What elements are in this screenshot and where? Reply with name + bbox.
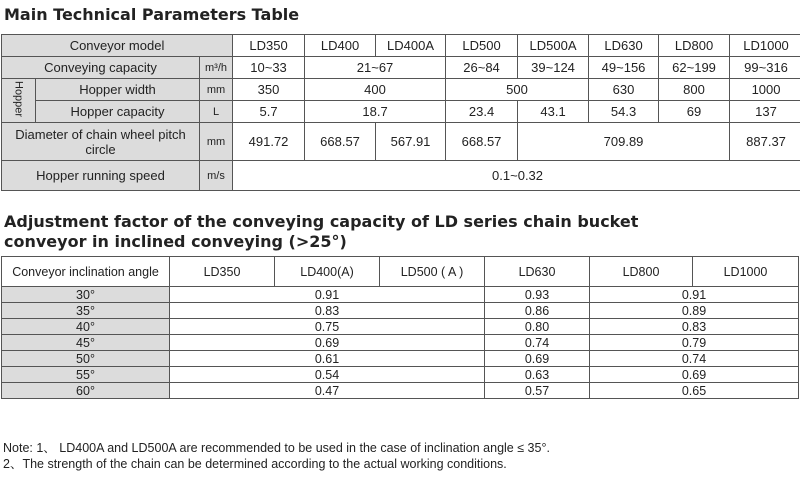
table-row [2, 351, 799, 367]
cell: LD630 [589, 35, 659, 57]
unit-cell: m/s [200, 161, 233, 191]
cell: 0.89 [590, 303, 799, 319]
angle-cell: 50° [2, 351, 170, 367]
cell: 1000 [730, 79, 800, 101]
unit-cell: L [200, 101, 233, 123]
cell: 26~84 [446, 57, 518, 79]
table-row [2, 287, 799, 303]
cell: 0.69 [590, 367, 799, 383]
cell: 0.80 [485, 319, 590, 335]
table-row [2, 335, 799, 351]
cell: 54.3 [589, 101, 659, 123]
cell: 0.47 [170, 383, 485, 399]
table-row [2, 57, 800, 79]
hopper-capacity-label: Hopper capacity [36, 101, 200, 123]
width-label: Hopper width [36, 79, 200, 101]
cell: 0.83 [590, 319, 799, 335]
table-row [2, 79, 800, 101]
table-row [2, 161, 800, 191]
cell: 887.37 [730, 123, 800, 161]
cell: 10~33 [233, 57, 305, 79]
cell: 567.91 [376, 123, 446, 161]
cell: LD350 [233, 35, 305, 57]
cell: LD800 [659, 35, 730, 57]
cell: 0.69 [170, 335, 485, 351]
cell: 0.65 [590, 383, 799, 399]
cell: 49~156 [589, 57, 659, 79]
angle-header: Conveyor inclination angle [2, 257, 170, 287]
angle-cell: 55° [2, 367, 170, 383]
column-header: LD400(A) [275, 257, 380, 287]
cell: 709.89 [518, 123, 730, 161]
cell: 43.1 [518, 101, 589, 123]
cell: 69 [659, 101, 730, 123]
cell: 137 [730, 101, 800, 123]
cell: 668.57 [305, 123, 376, 161]
cell: 0.91 [170, 287, 485, 303]
cell: 18.7 [305, 101, 446, 123]
cell: 0.74 [485, 335, 590, 351]
table-row [2, 303, 799, 319]
cell: 630 [589, 79, 659, 101]
table-row [2, 123, 800, 161]
cell: 62~199 [659, 57, 730, 79]
cell: 0.83 [170, 303, 485, 319]
unit-cell: m³/h [200, 57, 233, 79]
cell: 0.74 [590, 351, 799, 367]
cell: LD500A [518, 35, 589, 57]
cell: 0.57 [485, 383, 590, 399]
angle-cell: 45° [2, 335, 170, 351]
speed-label: Hopper running speed [2, 161, 200, 191]
cell: LD400A [376, 35, 446, 57]
cell: 0.1~0.32 [233, 161, 800, 191]
unit-cell: mm [200, 123, 233, 161]
cell: 99~316 [730, 57, 800, 79]
hopper-group-text: Hopper [12, 80, 25, 118]
cell: 0.61 [170, 351, 485, 367]
cell: 23.4 [446, 101, 518, 123]
section-title: Adjustment factor of the conveying capacity of LD series chain bucket conveyor in inclined conveying (>25°) [4, 212, 639, 251]
cell: 0.91 [590, 287, 799, 303]
angle-cell: 60° [2, 383, 170, 399]
column-header: LD1000 [693, 257, 799, 287]
cell: 400 [305, 79, 446, 101]
column-header: LD800 [590, 257, 693, 287]
model-label: Conveyor model [2, 35, 233, 57]
cell: 39~124 [518, 57, 589, 79]
cell: 0.63 [485, 367, 590, 383]
column-header: LD500 ( A ) [380, 257, 485, 287]
adjustment-factor-table [1, 256, 799, 399]
diameter-label: Diameter of chain wheel pitch circle [2, 123, 200, 161]
cell: 5.7 [233, 101, 305, 123]
cell: 21~67 [305, 57, 446, 79]
capacity-label: Conveying capacity [2, 57, 200, 79]
cell: LD400 [305, 35, 376, 57]
table-row [2, 319, 799, 335]
unit-cell: mm [200, 79, 233, 101]
cell: 500 [446, 79, 589, 101]
note-line-2: 2、The strength of the chain can be determined according to the actual working conditions. [3, 457, 507, 471]
cell: LD1000 [730, 35, 800, 57]
table-row [2, 35, 800, 57]
parameters-table [1, 34, 800, 191]
table-row [2, 367, 799, 383]
angle-cell: 30° [2, 287, 170, 303]
hopper-group-label [2, 79, 36, 123]
cell: 491.72 [233, 123, 305, 161]
note-line-1: Note: 1、 LD400A and LD500A are recommended to be used in the case of inclination angle ≤ 35°. [3, 441, 550, 455]
cell: 0.93 [485, 287, 590, 303]
table-row [2, 383, 799, 399]
angle-cell: 40° [2, 319, 170, 335]
table-row [2, 101, 800, 123]
column-header: LD630 [485, 257, 590, 287]
page-title: Main Technical Parameters Table [4, 5, 300, 24]
cell: 800 [659, 79, 730, 101]
angle-cell: 35° [2, 303, 170, 319]
table-header-row [2, 257, 799, 287]
cell: 0.86 [485, 303, 590, 319]
column-header: LD350 [170, 257, 275, 287]
cell: 0.54 [170, 367, 485, 383]
cell: 350 [233, 79, 305, 101]
cell: 0.75 [170, 319, 485, 335]
cell: LD500 [446, 35, 518, 57]
cell: 0.69 [485, 351, 590, 367]
cell: 668.57 [446, 123, 518, 161]
cell: 0.79 [590, 335, 799, 351]
